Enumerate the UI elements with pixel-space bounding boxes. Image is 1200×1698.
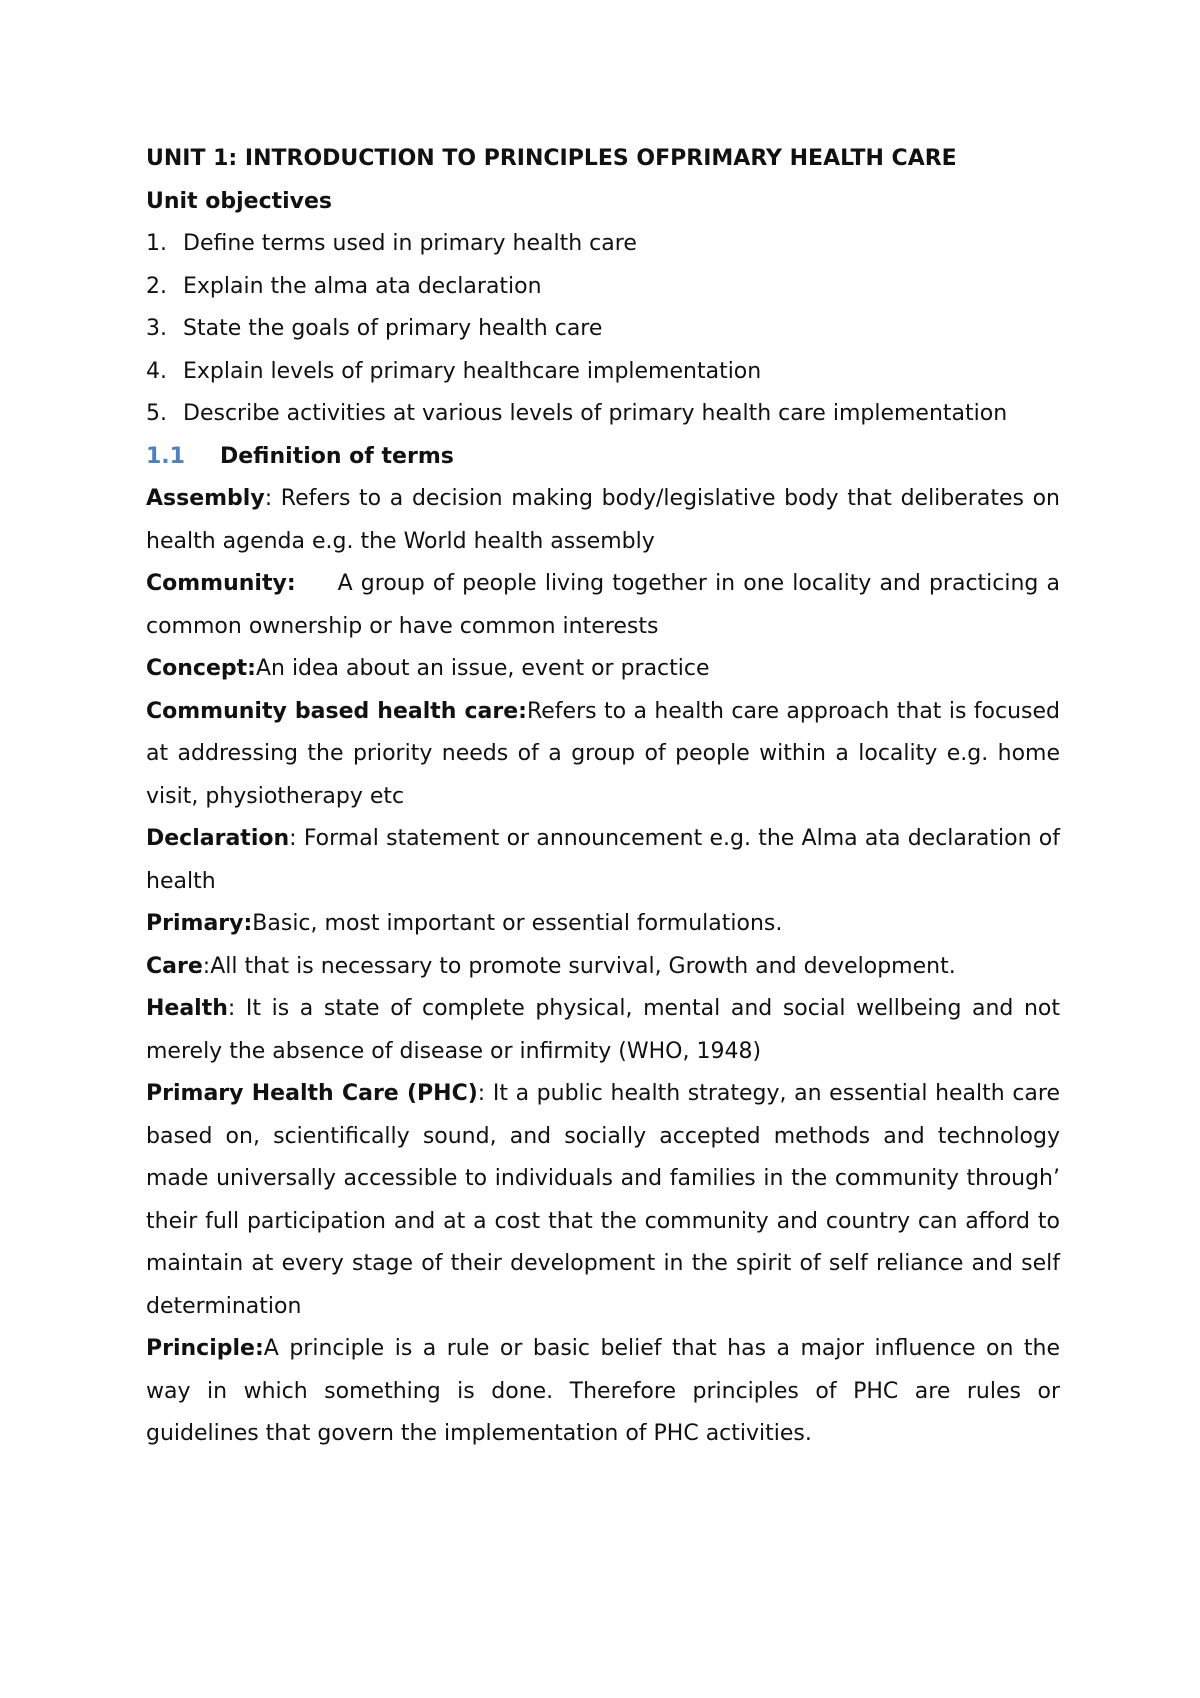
term-separator: :	[264, 486, 281, 511]
term-separator: :	[477, 1081, 493, 1106]
term-principle	[146, 1328, 1060, 1456]
objective-number: 1.	[146, 231, 167, 256]
unit-title: UNIT 1: INTRODUCTION TO PRINCIPLES OFPRIMARY HEALTH CARE	[146, 146, 957, 171]
term-community	[146, 563, 1060, 648]
term-primary	[146, 903, 1060, 946]
term-separator: :	[289, 826, 304, 851]
term-community-based-health-care	[146, 691, 1060, 819]
term-label: Care	[146, 953, 203, 979]
term-label: Declaration	[146, 826, 290, 851]
term-label: Assembly	[146, 486, 265, 511]
term-care	[146, 946, 1060, 989]
section-heading	[146, 436, 1060, 479]
term-separator: :	[202, 953, 211, 979]
term-definition: Refers to a health care approach that is focused at addressing the priority needs of a group of people within a locality e.g. home visit, physiotherapy etc	[146, 698, 1060, 809]
term-health	[146, 988, 1060, 1073]
term-primary-health-care	[146, 1073, 1060, 1328]
term-assembly	[146, 478, 1060, 563]
term-label: Primary Health Care (PHC)	[146, 1081, 478, 1106]
objective-item	[146, 266, 1060, 309]
term-definition: All that is necessary to promote survival, Growth and development.	[210, 953, 956, 979]
term-label: Community:	[146, 571, 296, 596]
term-label: Concept:	[146, 656, 256, 681]
term-definition: Formal statement or announcement e.g. the Alma ata declaration of health	[146, 826, 1061, 894]
objective-text: State the goals of primary health care	[183, 316, 603, 341]
objective-item	[146, 393, 1060, 436]
term-definition: Basic, most important or essential formulations.	[252, 911, 783, 936]
objective-text: Define terms used in primary health care	[183, 231, 637, 256]
objective-text: Describe activities at various levels of primary health care implementation	[183, 401, 1008, 426]
objective-number: 2.	[146, 273, 167, 299]
objective-text: Explain levels of primary healthcare implementation	[183, 358, 762, 384]
objective-number: 3.	[146, 316, 167, 341]
term-label: Primary:	[146, 911, 253, 936]
term-declaration	[146, 818, 1060, 903]
term-label: Health	[146, 996, 228, 1021]
term-label: Community based health care:	[146, 698, 527, 724]
objective-number: 4.	[146, 358, 167, 384]
objective-text: Explain the alma ata declaration	[183, 273, 542, 299]
term-label: Principle:	[146, 1336, 264, 1361]
term-definition: It a public health strategy, an essential health care based on, scientifically sound, and socially accepted methods and technology made universally accessible to individuals and families in the community through’ their full participation and at a cost that the community and country can afford to maintain at every stage of their development in the spirit of self reliance and self determination	[146, 1081, 1061, 1319]
objectives-list	[146, 223, 1060, 436]
objective-item	[146, 223, 1060, 266]
term-concept	[146, 648, 1060, 691]
term-definition: Refers to a decision making body/legislative body that deliberates on health agenda e.g. the World health assembly	[146, 486, 1060, 554]
objective-number: 5.	[146, 401, 167, 426]
term-definition: An idea about an issue, event or practice	[255, 656, 710, 681]
term-definition: A group of people living together in one locality and practicing a common ownership or have common interests	[146, 571, 1060, 639]
term-separator: :	[227, 996, 246, 1021]
section-title: Definition of terms	[220, 443, 454, 469]
term-definition: It is a state of complete physical, mental and social wellbeing and not merely the absence of disease or infirmity (WHO, 1948)	[146, 996, 1061, 1064]
objective-item	[146, 351, 1060, 394]
objective-item	[146, 308, 1060, 351]
objectives-heading: Unit objectives	[146, 188, 333, 214]
document-page	[146, 138, 1060, 1456]
section-number: 1.1	[146, 443, 185, 469]
term-definition: A principle is a rule or basic belief that has a major influence on the way in which something is done. Therefore principles of PHC are rules or guidelines that govern the implementation of PHC activities.	[146, 1336, 1060, 1446]
